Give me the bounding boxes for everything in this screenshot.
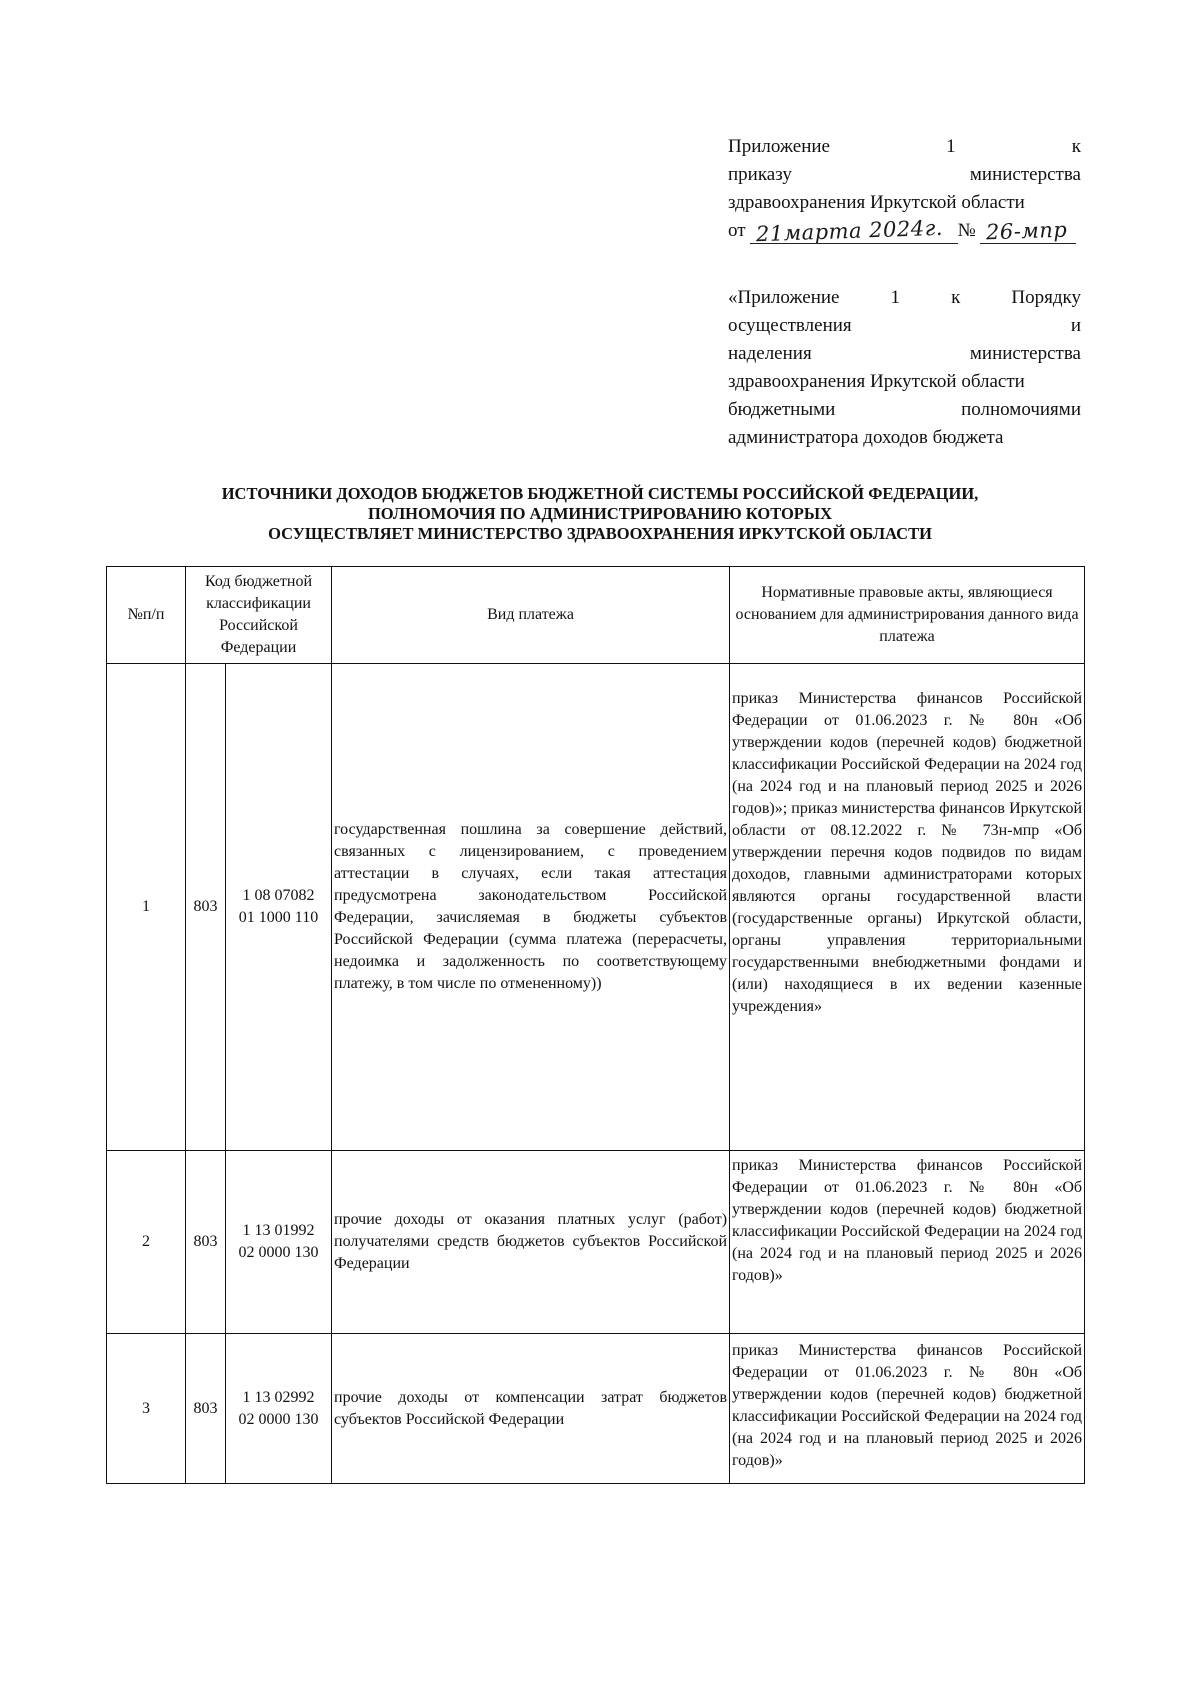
- appendix-number: 1: [946, 136, 956, 157]
- kbk-code-part-2: 02 0000 130: [238, 1244, 319, 1261]
- appendix2-procedure-word: Порядку: [1011, 287, 1081, 308]
- appendix-ministry-word: министерства: [969, 164, 1081, 185]
- kbk-code-part-2: 01 1000 110: [238, 909, 319, 926]
- header-acts: Нормативные правовые акты, являющиеся основанием для администрирования данного вида платежа: [730, 567, 1085, 664]
- appendix2-word: «Приложение: [728, 287, 840, 308]
- kbk-code: [226, 664, 332, 1151]
- handwritten-order-number: 26-мпр: [985, 217, 1068, 245]
- table-row: [107, 1334, 1085, 1484]
- appendix-date-line: [728, 217, 1081, 247]
- header-num: №п/п: [107, 567, 186, 664]
- appendix2-line-5: [728, 396, 1081, 424]
- header-type: Вид платежа: [332, 567, 730, 664]
- appendix2-exercise-word: осуществления: [728, 315, 852, 336]
- title-line-1: ИСТОЧНИКИ ДОХОДОВ БЮДЖЕТОВ БЮДЖЕТНОЙ СИСТЕМЫ РОССИЙСКОЙ ФЕДЕРАЦИИ,: [221, 484, 979, 503]
- appendix2-ministry-word: министерства: [969, 343, 1081, 364]
- appendix2-line-2: [728, 312, 1081, 340]
- kbk-code-part-1: 1 13 02992: [242, 1388, 315, 1406]
- row-number: 1: [107, 664, 186, 1151]
- row-number: 2: [107, 1151, 186, 1334]
- kbk-code-part-1: 1 08 07082: [242, 887, 315, 904]
- handwritten-date: 21марта 2024г.: [755, 215, 943, 247]
- appendix2-preposition: к: [951, 287, 961, 308]
- legal-acts: приказ Министерства финансов Российской Федерации от 01.06.2023 г. № 80н «Об утверждении кодов (перечней кодов) бюджетной классификации Российской Федерации на 2024 год (на 2024 год и на плановый период 2025 и 2026 годов)»; приказ министерства финансов Иркутской области от 08.12.2022 г. № 73н-мпр «Об утверждении перечня кодов подвидов по видам доходов, главными администраторами которых являются органы государственной власти (государственные органы) Иркутской области, органы управления территориальными государственными внебюджетными фондами и (или) находящиеся в их ведении казенные учреждения»: [730, 664, 1085, 1151]
- appendix-line-3: здравоохранения Иркутской области: [728, 192, 1025, 213]
- appendix2-line-4: здравоохранения Иркутской области: [728, 371, 1025, 392]
- payment-type: прочие доходы от оказания платных услуг (работ) получателями средств бюджетов субъектов Российской Федерации: [332, 1151, 730, 1334]
- appendix2-number: 1: [890, 287, 901, 308]
- payment-type: государственная пошлина за совершение действий, связанных с лицензированием, с проведением аттестации в случаях, если такая аттестация предусмотрена законодательством Российской Федерации, зачисляемая в бюджеты субъектов Российской Федерации (сумма платежа (перерасчеты, недоимка и задолженность по соответствующему платежу, в том числе по отмененному)): [332, 664, 730, 1151]
- appendix2-powers-word: полномочиями: [961, 399, 1081, 420]
- from-prefix: от: [728, 220, 746, 241]
- appendix-preposition: к: [1071, 136, 1081, 157]
- appendix2-vesting-word: наделения: [728, 343, 812, 364]
- table-row: [107, 1151, 1085, 1334]
- title-line-3: ОСУЩЕСТВЛЯЕТ МИНИСТЕРСТВО ЗДРАВООХРАНЕНИЯ ИРКУТСКОЙ ОБЛАСТИ: [268, 524, 932, 543]
- appendix2-budget-word: бюджетными: [728, 399, 836, 420]
- revenue-sources-table: [106, 566, 1085, 1484]
- appendix-line-1: [728, 133, 1081, 161]
- admin-code: 803: [186, 1334, 226, 1484]
- appendix-line-2: [728, 161, 1081, 189]
- kbk-code: [226, 1334, 332, 1484]
- kbk-code-part-2: 02 0000 130: [238, 1410, 319, 1428]
- kbk-code-part-1: 1 13 01992: [242, 1222, 315, 1239]
- title-line-2: ПОЛНОМОЧИЯ ПО АДМИНИСТРИРОВАНИЮ КОТОРЫХ: [367, 504, 833, 523]
- number-sign: №: [957, 220, 976, 241]
- appendix2-line-3: [728, 340, 1081, 368]
- legal-acts: приказ Министерства финансов Российской Федерации от 01.06.2023 г. № 80н «Об утверждении кодов (перечней кодов) бюджетной классификации Российской Федерации на 2024 год (на 2024 год и на плановый период 2025 и 2026 годов)»: [730, 1151, 1085, 1334]
- appendix-word: Приложение: [728, 136, 830, 157]
- appendix-order-word: приказу: [728, 164, 792, 185]
- date-field: [750, 217, 958, 247]
- admin-code: 803: [186, 664, 226, 1151]
- table-row: [107, 664, 1085, 1151]
- appendix2-line-6: администратора доходов бюджета: [728, 427, 1004, 448]
- order-number-field: [980, 217, 1076, 247]
- appendix2-block: [728, 284, 1081, 452]
- row-number: 3: [107, 1334, 186, 1484]
- appendix2-line-1: [728, 284, 1081, 312]
- table-header-row: [107, 567, 1085, 664]
- kbk-code: [226, 1151, 332, 1334]
- admin-code: 803: [186, 1151, 226, 1334]
- appendix-block: [728, 133, 1081, 247]
- payment-type: прочие доходы от компенсации затрат бюджетов субъектов Российской Федерации: [332, 1334, 730, 1484]
- legal-acts: приказ Министерства финансов Российской Федерации от 01.06.2023 г. № 80н «Об утверждении кодов (перечней кодов) бюджетной классификации Российской Федерации на 2024 год (на 2024 год и на плановый период 2025 и 2026 годов)»: [730, 1334, 1085, 1484]
- appendix2-and-word: и: [1070, 315, 1081, 336]
- document-title: [100, 484, 1100, 544]
- header-code: Код бюджетной классификации Российской Федерации: [186, 567, 332, 664]
